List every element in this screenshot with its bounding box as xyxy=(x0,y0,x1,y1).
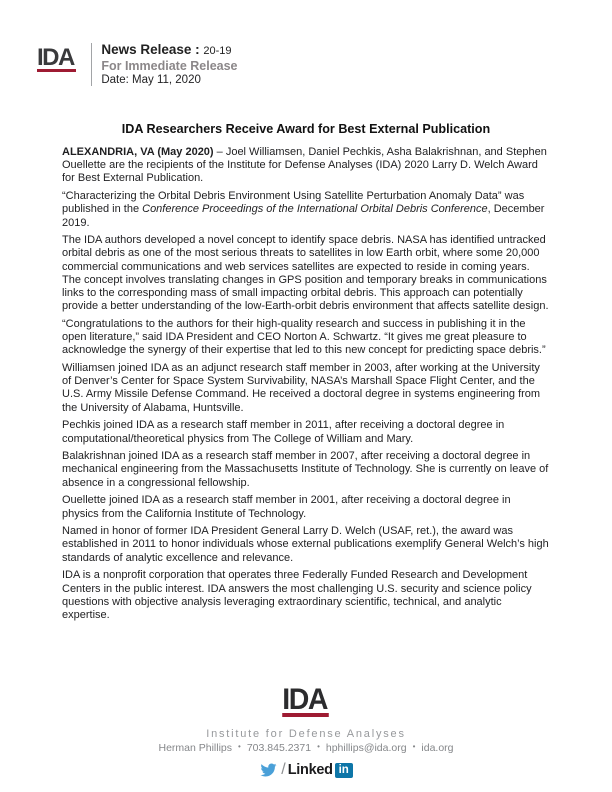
ida-logo xyxy=(37,44,76,72)
social-separator: / xyxy=(281,761,286,778)
org-name: Institute for Defense Analyses xyxy=(206,728,406,740)
text-segment: IDA is a nonprofit corporation that operates three Federally Funded Research and Development Centers in the public interest. IDA answers the most challenging U.S. security and science policy questions with objective analysis leveraging extraordinary scientific, technical, and analytic expertise. xyxy=(62,569,532,621)
bullet-separator: • xyxy=(317,742,320,751)
text-segment: Pechkis joined IDA as a research staff member in 2011, after receiving a doctoral degree in computational/theoretical physics from The College of William and Mary. xyxy=(62,419,505,445)
text-segment: Balakrishnan joined IDA as a research staff member in 2007, after receiving a doctoral degree in mechanical engineering from the Massachusetts Institute of Technology. She is currently on leave of absence in a congressional fellowship. xyxy=(62,450,549,489)
body-paragraph xyxy=(62,318,550,358)
contact-part: Herman Phillips xyxy=(158,742,233,754)
masthead-text xyxy=(101,42,237,87)
news-release-separator: : xyxy=(191,42,204,57)
body-paragraph xyxy=(62,362,550,415)
body-paragraph xyxy=(62,569,550,622)
body-paragraph xyxy=(62,450,550,490)
social-row xyxy=(0,761,612,779)
ida-footer-logo xyxy=(282,683,330,717)
text-segment: – Joel Williamsen, Daniel Pechkis, Asha Balakrishnan, and Stephen Ouellette are the recipients of the Institute for Defense Analyses (IDA) 2020 Larry D. Welch Award for Best External Publication. xyxy=(62,146,547,185)
text-segment: ALEXANDRIA, VA (May 2020) xyxy=(62,146,214,158)
masthead-divider xyxy=(91,43,93,86)
body-paragraph xyxy=(62,190,550,230)
body-paragraph xyxy=(62,234,550,313)
immediate-release-label: For Immediate Release xyxy=(101,59,238,73)
text-segment: The IDA authors developed a novel concept to identify space debris. NASA has identified untracked orbital debris as one of the most serious threats to satellites in low Earth orbit, where some 20,000 commercial communications and web services satellites are expected to reside in coming years. The concept involves translating changes in GPS position and temporary breaks in communications links to the corresponding mass of small impacting orbital debris. This approach can potentially provide a better understanding of the low-Earth-orbit debris environment that affects satellite design. xyxy=(62,234,549,313)
bullet-separator: • xyxy=(238,742,241,751)
body-paragraph xyxy=(62,494,550,520)
contact-link[interactable]: hphillips@ida.org xyxy=(325,742,407,754)
ida-logo-text: IDA xyxy=(37,44,74,71)
linkedin-icon[interactable]: in xyxy=(335,763,353,778)
contact-line xyxy=(0,742,612,754)
date-line: Date: May 11, 2020 xyxy=(101,74,201,86)
footer xyxy=(0,683,612,779)
bullet-separator: • xyxy=(412,742,416,751)
linkedin-wordmark[interactable]: Linked xyxy=(287,762,333,778)
news-release-number: 20-19 xyxy=(203,45,232,57)
news-release-label: News Release xyxy=(101,42,192,57)
twitter-icon[interactable] xyxy=(259,762,278,778)
release-body xyxy=(62,122,550,627)
text-segment: “Characterizing the Orbital Debris Environment Using Satellite Perturbation Anomaly Data” was published in the xyxy=(62,190,525,216)
text-segment: “Congratulations to the authors for their high-quality research and success in publishing it in the open literature,” said IDA President and CEO Norton A. Schwartz. “It gives me great pleasure to acknowledge the synergy of their expertise that led to this new concept for predicting space debris.” xyxy=(62,317,546,357)
text-segment: Named in honor of former IDA President General Larry D. Welch (USAF, ret.), the award was established in 2011 to honor individuals whose external publications exemplify General Welch’s high standards of analytic excellence and relevance. xyxy=(62,525,549,564)
body-paragraphs xyxy=(62,146,550,622)
page-title: IDA Researchers Receive Award for Best External Publication xyxy=(121,122,491,136)
text-segment: Ouellette joined IDA as a research staff member in 2001, after receiving a doctoral degree in physics from the California Institute of Technology. xyxy=(62,494,511,520)
ida-footer-logo-text: IDA xyxy=(282,683,328,716)
text-segment: Williamsen joined IDA as an adjunct research staff member in 2003, after working at the University of Denver’s Center for Space System Survivability, NASA’s Marshall Space Flight Center, and the U.S. Army Missile Defense Command. He received a doctoral degree in systems engineering from the University of Alabama, Huntsville. xyxy=(62,362,541,414)
text-segment: , December 2019. xyxy=(62,203,545,229)
contact-part: 703.845.2371 xyxy=(246,742,312,754)
body-paragraph xyxy=(62,419,550,445)
contact-link[interactable]: ida.org xyxy=(421,742,454,754)
news-release-line xyxy=(101,42,237,59)
body-paragraph xyxy=(62,146,550,186)
masthead xyxy=(37,42,238,87)
text-segment: Conference Proceedings of the International Orbital Debris Conference xyxy=(142,203,488,216)
body-paragraph xyxy=(62,525,550,565)
